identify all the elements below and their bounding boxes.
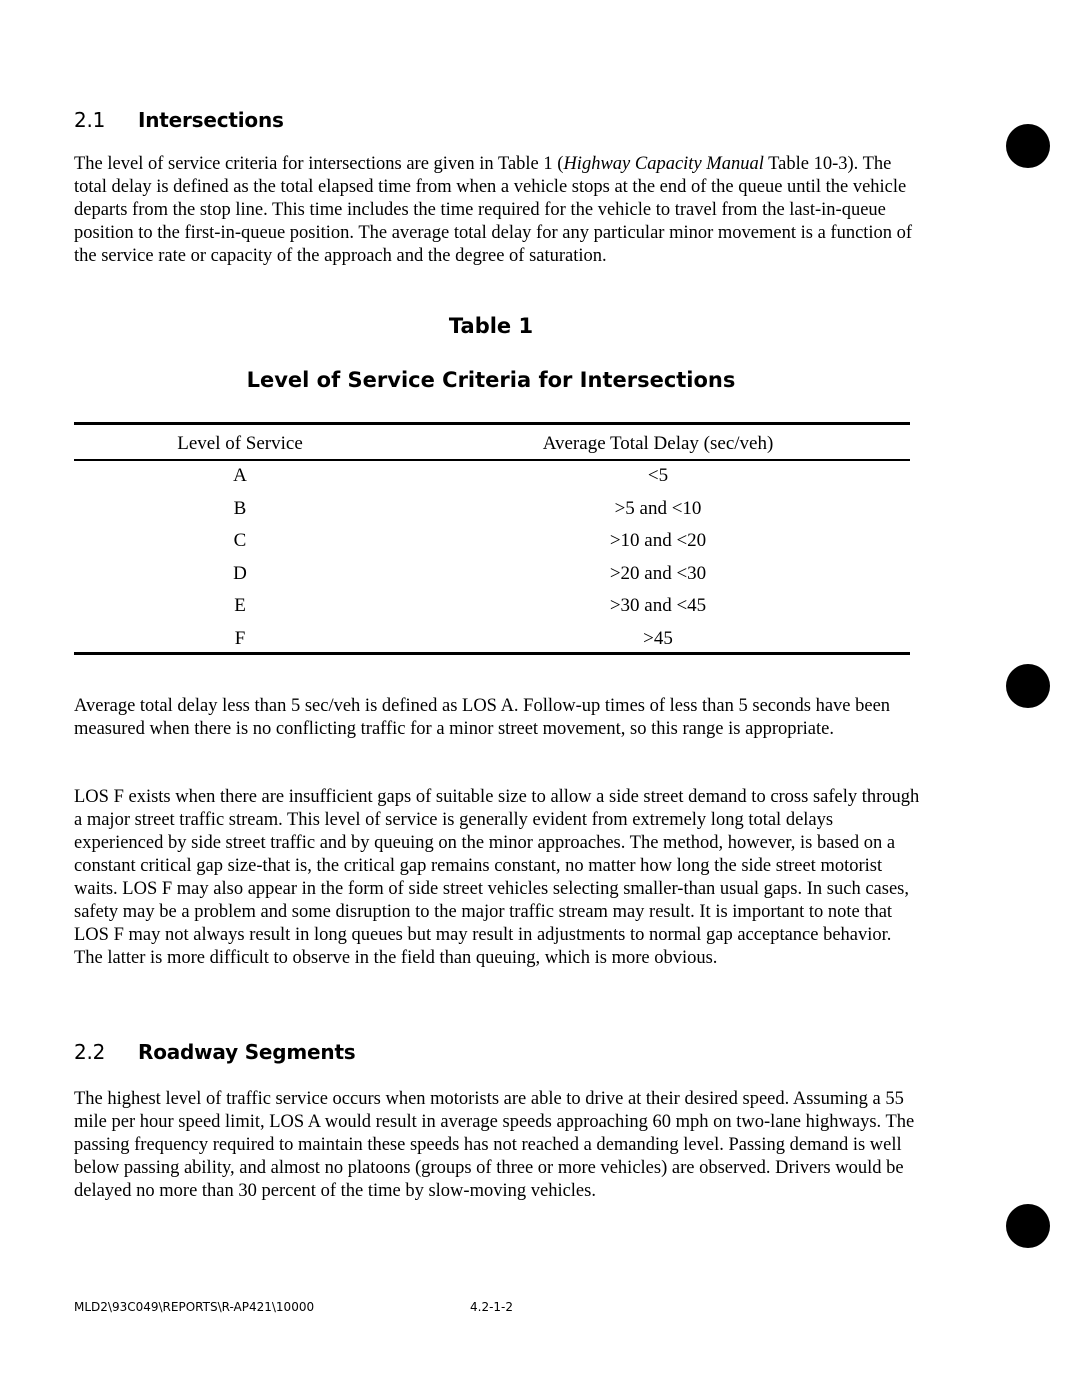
table-row xyxy=(74,558,910,591)
los-cell: E xyxy=(234,595,246,617)
section-number: 2.1 xyxy=(74,108,106,132)
delay-cell: >45 xyxy=(643,627,673,649)
los-f-paragraph: LOS F exists when there are insufficient gaps of suitable size to allow a side street demand to cross safely through a major street traffic stream. This level of service is generally evident from extremely long total delays experienced by side street traffic and by queuing on the minor approaches. The method, however, is based on a constant critical gap size-that is, the critical gap remains constant, no matter how long the side street motorist waits. LOS F may also appear in the form of side street vehicles selecting smaller-than usual gaps. In such cases, safety may be a problem and some disruption to the major traffic stream may result. It is important to note that LOS F may not always result in long queues but may result in adjustments to normal gap acceptance behavior. The latter is more difficult to observe in the field than queuing, which is more obvious. xyxy=(74,787,920,968)
los-a-paragraph: Average total delay less than 5 sec/veh is defined as LOS A. Follow-up times of less than 5 seconds have been measured when there is no conflicting traffic for a minor street movement, so this range is appropriate. xyxy=(74,696,891,739)
delay-cell: >30 and <45 xyxy=(609,595,707,617)
delay-cell: <5 xyxy=(647,465,669,487)
section-heading-2-1 xyxy=(74,108,284,132)
table-row xyxy=(74,623,910,656)
punch-hole-icon xyxy=(1006,124,1050,168)
los-cell: A xyxy=(233,465,247,487)
table-row xyxy=(74,590,910,623)
paragraph-text: Table 10-3). The total delay is defined as the total elapsed time from when a vehicle stops at the end of the queue until the vehicle departs from the stop line. This time includes the time required for the vehicle to travel from the last-in-queue position to the first-in-queue position. The average total delay for any particular minor movement is a function of the service rate or capacity of the approach and the degree of saturation. xyxy=(74,154,913,266)
citation: Highway Capacity Manual xyxy=(563,154,764,174)
los-cell: D xyxy=(233,562,247,584)
section-title: Intersections xyxy=(138,108,284,132)
header-level-of-service: Level of Service xyxy=(177,433,303,454)
delay-cell: >5 and <10 xyxy=(614,497,702,519)
delay-cell: >20 and <30 xyxy=(609,562,707,584)
table-row xyxy=(74,525,910,558)
los-cell: B xyxy=(233,497,247,519)
punch-hole-icon xyxy=(1006,1204,1050,1248)
los-criteria-table xyxy=(74,428,910,655)
footer-page-number: 4.2-1-2 xyxy=(470,1300,514,1314)
paragraph-text: The level of service criteria for intersections are given in Table 1 ( xyxy=(74,154,564,174)
section-number: 2.2 xyxy=(74,1040,106,1064)
table-title: Level of Service Criteria for Intersections xyxy=(246,368,736,392)
section-title: Roadway Segments xyxy=(138,1040,356,1064)
los-cell: C xyxy=(233,530,247,552)
intersections-paragraph xyxy=(74,153,920,268)
table-row xyxy=(74,493,910,526)
header-average-total-delay: Average Total Delay (sec/veh) xyxy=(542,433,774,454)
table-row xyxy=(74,460,910,493)
section-heading-2-2 xyxy=(74,1040,356,1064)
table-label: Table 1 xyxy=(448,314,534,338)
punch-hole-icon xyxy=(1006,664,1050,708)
footer-file-path: MLD2\93C049\REPORTS\R-AP421\10000 xyxy=(74,1300,315,1314)
delay-cell: >10 and <20 xyxy=(609,530,707,552)
los-cell: F xyxy=(234,627,246,649)
roadway-segments-paragraph: The highest level of traffic service occurs when motorists are able to drive at their desired speed. Assuming a 55 mile per hour speed limit, LOS A would result in average speeds approaching 60 mph on two-lane highways. The passing frequency required to maintain these speeds has not reached a demanding level. Passing demand is well below passing ability, and almost no platoons (groups of three or more vehicles) are observed. Drivers would be delayed no more than 30 percent of the time by slow-moving vehicles. xyxy=(74,1089,915,1201)
table-top-rule xyxy=(74,422,910,425)
table-header-row xyxy=(74,428,910,460)
